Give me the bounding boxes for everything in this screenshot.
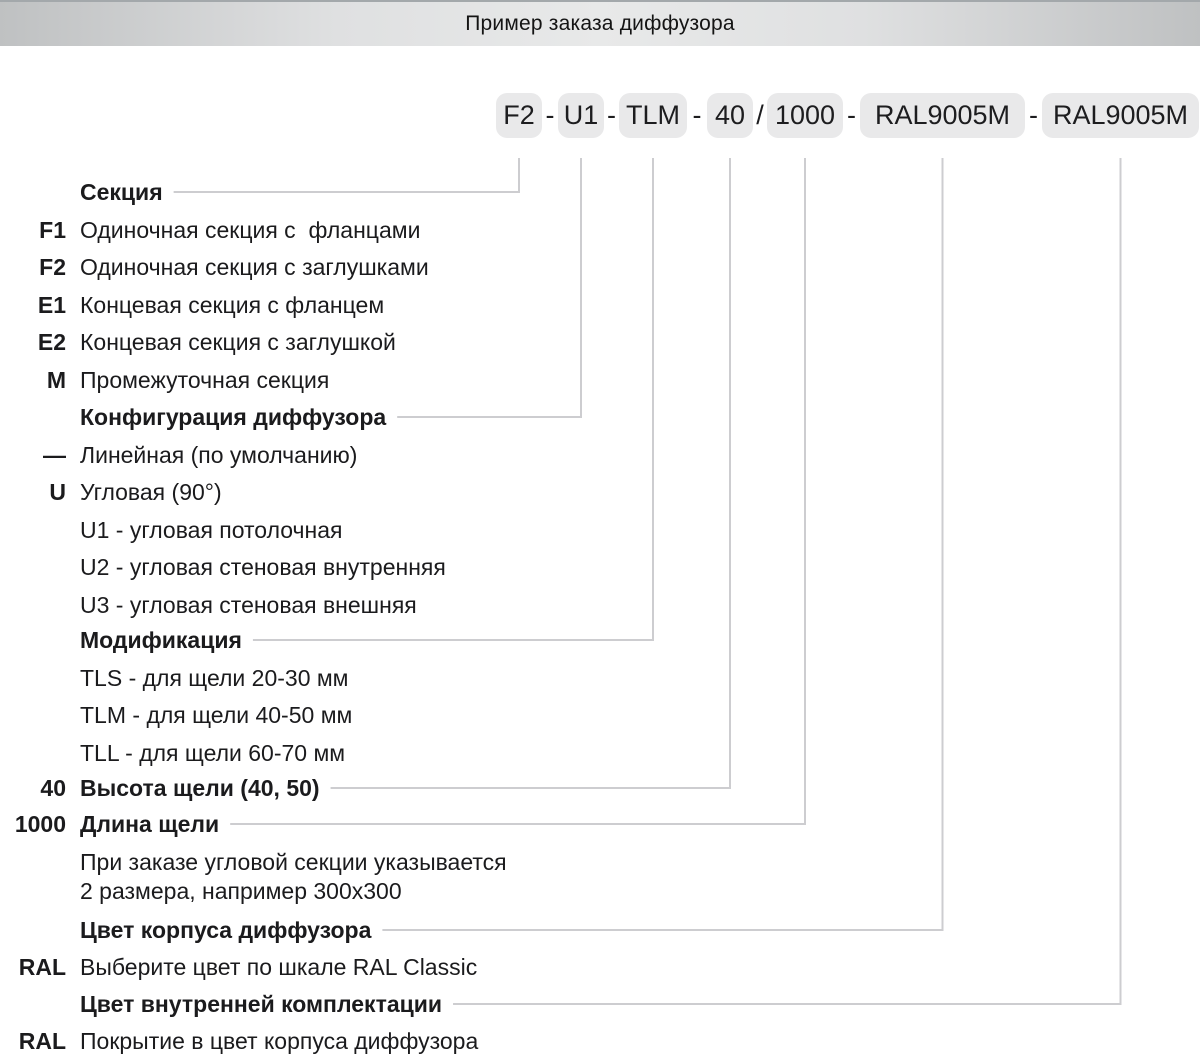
option-text: TLL - для щели 60-70 мм xyxy=(80,739,346,766)
order-code-separator: - xyxy=(607,100,616,130)
order-code-separator: - xyxy=(1029,100,1038,130)
legend-option-row xyxy=(0,659,1200,697)
legend-option-row xyxy=(0,361,1200,399)
option-code: 1000 xyxy=(14,811,66,837)
legend-option-row xyxy=(0,323,1200,361)
option-code: M xyxy=(46,366,66,393)
legend-option-row xyxy=(0,696,1200,734)
order-code-segment: 1000 xyxy=(767,93,843,138)
note-text: 2 размера, например 300x300 xyxy=(80,878,402,904)
section-label: Секция xyxy=(80,179,163,205)
option-code: F2 xyxy=(39,254,66,280)
page-title: Пример заказа диффузора xyxy=(465,12,735,35)
legend-note-row xyxy=(0,872,1200,910)
order-code-segment: TLM xyxy=(619,93,687,138)
section-label: Длина щели xyxy=(80,811,220,837)
legend-option-row xyxy=(0,1022,1200,1060)
section-label: Модификация xyxy=(80,627,242,653)
option-text: Промежуточная секция xyxy=(80,366,330,393)
option-code: RAL xyxy=(18,954,66,980)
legend-option-row xyxy=(0,734,1200,772)
legend-option-row xyxy=(0,548,1200,586)
legend-option-row xyxy=(0,211,1200,249)
option-code: F1 xyxy=(39,216,66,243)
legend-section-row xyxy=(0,173,1200,211)
note-text: При заказе угловой секции указывается xyxy=(80,849,507,875)
legend-option-row xyxy=(0,473,1200,511)
option-code: 40 xyxy=(40,775,66,801)
option-text: TLS - для щели 20-30 мм xyxy=(80,664,349,691)
option-text: U3 - угловая стеновая внешняя xyxy=(80,591,417,618)
legend-option-row xyxy=(0,586,1200,624)
option-code: E2 xyxy=(37,329,66,355)
legend-section-row xyxy=(0,621,1200,659)
option-text: Концевая секция с фланцем xyxy=(80,291,385,318)
section-label: Цвет внутренней комплектации xyxy=(80,991,443,1017)
option-code: — xyxy=(43,441,66,468)
legend-section-row xyxy=(0,769,1200,807)
option-code: E1 xyxy=(37,291,66,318)
order-code-segment: F2 xyxy=(496,93,542,138)
order-code-separator: / xyxy=(756,100,764,130)
legend-option-row xyxy=(0,286,1200,324)
order-code-segment: RAL9005M xyxy=(1042,93,1199,138)
order-code-separator: - xyxy=(545,100,555,130)
option-code: RAL xyxy=(18,1028,66,1054)
legend-option-row xyxy=(0,511,1200,549)
option-text: U2 - угловая стеновая внутренняя xyxy=(80,554,446,580)
order-code-segment: 40 xyxy=(707,93,753,138)
order-code-segment: U1 xyxy=(558,93,604,138)
legend-section-row xyxy=(0,805,1200,843)
option-text: TLM - для щели 40-50 мм xyxy=(80,702,353,728)
legend-option-row xyxy=(0,436,1200,474)
order-code-separator: - xyxy=(692,100,702,130)
option-text: U1 - угловая потолочная xyxy=(80,516,343,543)
section-label: Цвет корпуса диффузора xyxy=(80,917,372,943)
legend-section-row xyxy=(0,985,1200,1023)
legend-section-row xyxy=(0,398,1200,436)
order-code-segment: RAL9005M xyxy=(860,93,1025,138)
option-code: U xyxy=(49,479,66,505)
option-text: Выберите цвет по шкале RAL Classic xyxy=(80,954,478,980)
option-text: Одиночная секция с фланцами xyxy=(80,216,421,243)
option-text: Линейная (по умолчанию) xyxy=(80,441,358,468)
section-label: Высота щели (40, 50) xyxy=(80,775,320,801)
option-text: Концевая секция с заглушкой xyxy=(80,329,396,355)
legend-option-row xyxy=(0,948,1200,986)
title-bar xyxy=(0,0,1200,46)
option-text: Угловая (90°) xyxy=(80,479,222,505)
legend-section-row xyxy=(0,911,1200,949)
section-label: Конфигурация диффузора xyxy=(80,404,387,430)
legend-option-row xyxy=(0,248,1200,286)
order-code-separator: - xyxy=(847,100,856,130)
option-text: Покрытие в цвет корпуса диффузора xyxy=(80,1028,479,1054)
option-text: Одиночная секция с заглушками xyxy=(80,254,429,280)
